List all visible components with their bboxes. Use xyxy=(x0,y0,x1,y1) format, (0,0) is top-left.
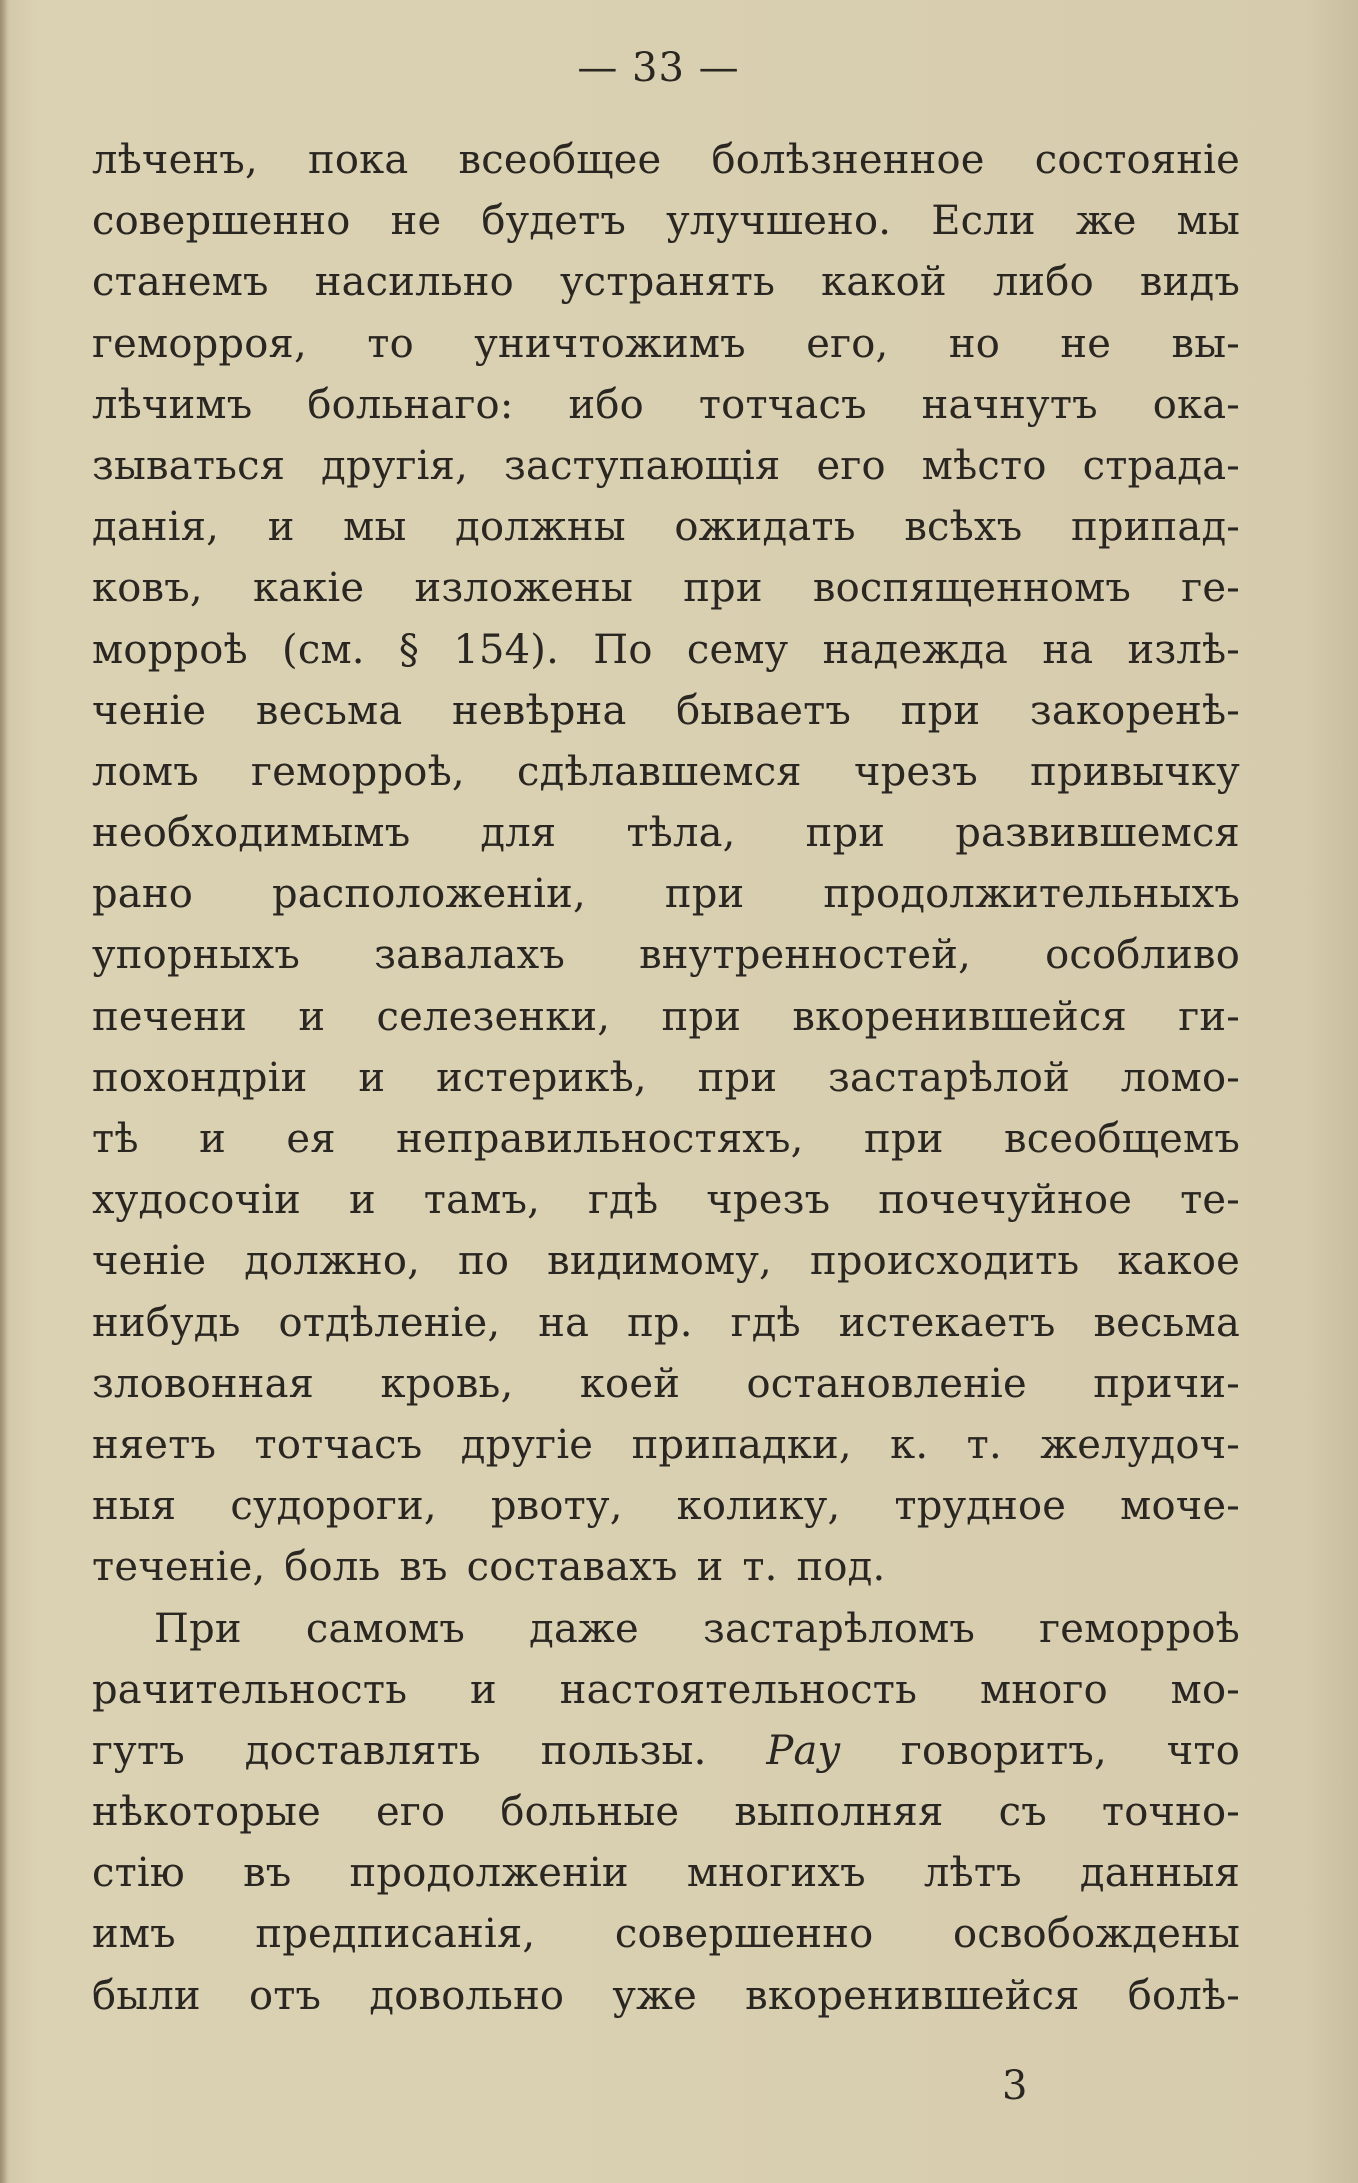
text-line-with-author xyxy=(92,1721,1240,1782)
text-line: няетъ тотчасъ другіе припадки, к. т. желудоч- xyxy=(92,1421,1240,1468)
text-line: имъ предписанія, совершенно освобождены xyxy=(92,1911,1240,1958)
page-edge-shadow xyxy=(0,0,8,2183)
text-line: рано расположеніи, при продолжительныхъ xyxy=(92,871,1240,918)
text-line: лѣченъ, пока всеобщее болѣзненное состояніе xyxy=(92,137,1240,183)
page-body-text xyxy=(92,130,1240,2027)
page-number: — 33 — xyxy=(577,45,740,91)
text-line: похондріи и истерикѣ, при застарѣлой ломо- xyxy=(92,1054,1240,1101)
text-line: тѣ и ея неправильностяхъ, при всеобщемъ xyxy=(92,1116,1240,1162)
printer-signature-mark: 3 xyxy=(1002,2063,1028,2109)
text-line: станемъ насильно устранять какой либо видъ xyxy=(92,259,1240,306)
text-line: ковъ, какіе изложены при воспященномъ ге- xyxy=(92,565,1240,612)
text-line: лѣчимъ больнаго: ибо тотчасъ начнутъ ока- xyxy=(92,381,1240,428)
text-line: геморроя, то уничтожимъ его, но не вы- xyxy=(92,320,1240,367)
text-line: худосочіи и тамъ, гдѣ чрезъ почечуйное те- xyxy=(92,1177,1240,1224)
text-line: морроѣ (см. § 154). По сему надежда на излѣ- xyxy=(92,626,1240,673)
text-line-paragraph-end: теченіе, боль въ составахъ и т. под. xyxy=(92,1544,886,1591)
text-line: нѣкоторые его больные выполняя съ точно- xyxy=(92,1789,1240,1836)
text-line: были отъ довольно уже вкоренившейся болѣ- xyxy=(92,1972,1240,2019)
text-line: ломъ геморроѣ, сдѣлавшемся чрезъ привычку xyxy=(92,748,1240,795)
text-line: зловонная кровь, коей остановленіе причи- xyxy=(92,1360,1240,1407)
text-fragment: гутъ доставлять пользы. xyxy=(92,1727,707,1774)
text-line: зываться другія, заступающія его мѣсто страда- xyxy=(92,442,1240,489)
paragraph-first-line: При самомъ даже застарѣломъ геморроѣ xyxy=(154,1605,1240,1652)
text-line: рачительность и настоятельность много мо- xyxy=(92,1666,1240,1713)
text-line: стію въ продолженіи многихъ лѣтъ данныя xyxy=(92,1850,1240,1897)
text-line: необходимымъ для тѣла, при развившемся xyxy=(92,810,1240,857)
text-line: упорныхъ завалахъ внутренностей, особливо xyxy=(92,932,1240,979)
text-line: ныя судороги, рвоту, колику, трудное моче- xyxy=(92,1483,1240,1530)
text-line: печени и селезенки, при вкоренившейся ги- xyxy=(92,993,1240,1040)
text-line: нибудь отдѣленіе, на пр. гдѣ истекаетъ весьма xyxy=(92,1299,1240,1346)
text-line: совершенно не будетъ улучшено. Если же мы xyxy=(92,198,1240,245)
text-fragment: говоритъ, что xyxy=(900,1727,1240,1774)
text-line: данія, и мы должны ожидать всѣхъ припад- xyxy=(92,504,1240,551)
author-name-italic: Рау xyxy=(766,1727,841,1774)
text-line: ченіе весьма невѣрна бываетъ при закоренѣ- xyxy=(92,687,1240,734)
text-line: ченіе должно, по видимому, происходить какое xyxy=(92,1238,1240,1285)
